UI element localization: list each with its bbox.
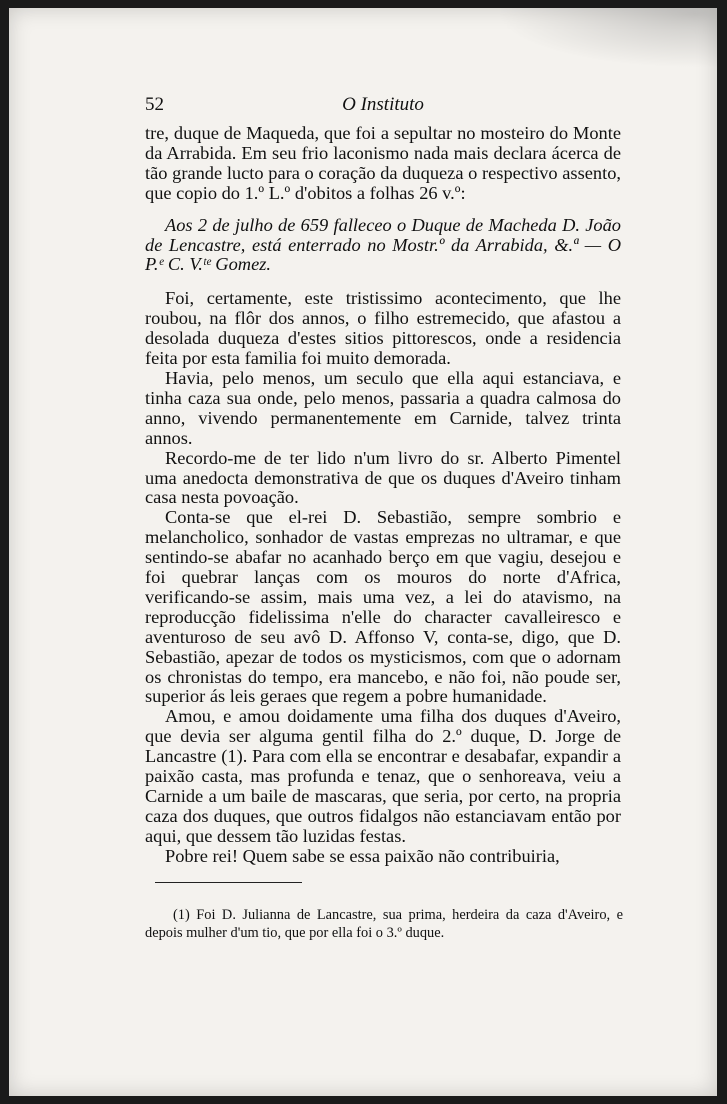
paragraph: Havia, pelo menos, um seculo que ella aqui estanciava, e tinha caza sua onde, pelo menos, passaria a quadra calmosa do anno, vivendo permanentemente em Carnide, talvez trinta annos.: [145, 367, 621, 448]
paragraph: Pobre rei! Quem sabe se essa paixão não contribuiria,: [165, 845, 560, 866]
paragraph: Foi, certamente, este tristissimo acontecimento, que lhe roubou, na flôr dos annos, o filho estremecido, que afastou a desolada duqueza d'estes sitios pittorescos, onde a residencia feita por esta familia foi muito demorada.: [145, 288, 621, 369]
page-number: 52: [145, 94, 164, 115]
page-body: [145, 124, 621, 867]
paragraph: Recordo-me de ter lido n'um livro do sr. Alberto Pimentel uma anedocta demonstrativa de que os duques d'Aveiro tinham casa nesta povoação.: [145, 447, 621, 508]
scan-smudge: [497, 8, 717, 68]
page-header: [145, 94, 621, 118]
footnote-text: (1) Foi D. Julianna de Lancastre, sua prima, herdeira da caza d'Aveiro, e depois mulher d'um tio, que por ella foi o 3.º duque.: [145, 907, 623, 941]
paragraph: Conta-se que el-rei D. Sebastião, sempre sombrio e melancholico, sonhador de vastas emprezas no ultramar, e que sentindo-se abafar no acanhado berço em que vagiu, desejou e foi quebrar lanças com os mouros do norte d'Africa, verificando-se assim, mais uma vez, a lei do atavismo, na reproducção fidelissima n'elle do character cavalleiresco e aventuroso de seu avô D. Affonso V, conta-se, digo, que D. Sebastião, apezar de todos os mysticismos, com que o adornam os chronistas do tempo, era mancebo, e não foi, não poude ser, superior ás leis geraes que regem a pobre humanidade.: [145, 507, 621, 707]
quoted-record: Aos 2 de julho de 659 falleceo o Duque de Macheda D. João de Lencastre, está enterrado no Mostr.º da Arrabida, &.ª — O P.ᵉ C. V.ᵗᵉ Gomez.: [145, 214, 621, 275]
paragraph: Amou, e amou doidamente uma filha dos duques d'Aveiro, que devia ser alguma gentil filha do 2.º duque, D. Jorge de Lancastre (1). Para com ella se encontrar e desabafar, expandir a paixão casta, mas profunda e tenaz, que o senhoreava, veiu a Carnide a um baile de mascaras, que seria, por certo, na propria caza dos duques, que outros fidalgos não estanciavam então por aqui, que dessem tão luzidas festas.: [145, 706, 621, 846]
footnote: [145, 906, 623, 942]
running-title: O Instituto: [342, 94, 424, 115]
footnote-rule: [155, 882, 302, 883]
paragraph-continuation: tre, duque de Maqueda, que foi a sepultar no mosteiro do Monte da Arrabida. Em seu frio laconismo nada mais declara ácerca de tão grande lucto para o coração da duqueza o respectivo assento, que copio do 1.º L.º d'obitos a folhas 26 v.º:: [145, 123, 621, 203]
